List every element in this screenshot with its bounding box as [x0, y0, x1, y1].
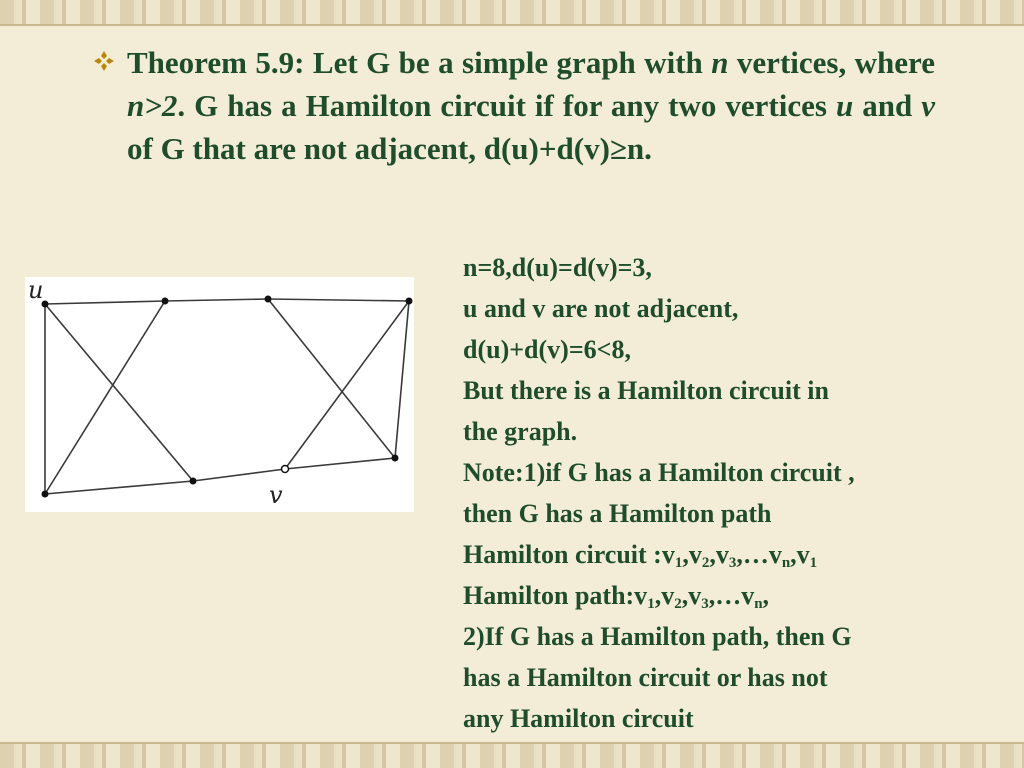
- edge-u-a: [45, 301, 165, 304]
- path-sub-2: 2: [674, 596, 682, 612]
- circuit-sep-d: ,v: [790, 540, 810, 569]
- hamilton-path-sequence: [463, 575, 1003, 616]
- vertex-label-v: v: [269, 481, 283, 509]
- graph-figure: [25, 277, 414, 512]
- decorative-bottom-border: [0, 744, 1024, 768]
- path-sub-3: 3: [701, 596, 709, 612]
- graph-diagram: [25, 277, 414, 512]
- vertex-a: [162, 298, 169, 305]
- edge-c-d: [395, 301, 409, 458]
- circuit-sub-2: 2: [701, 555, 710, 571]
- theorem-text-1: Theorem 5.9: Let G be a simple graph with: [127, 45, 712, 80]
- note-line-7: then G has a Hamilton path: [463, 499, 772, 528]
- note-line-3: d(u)+d(v)=6<8,: [463, 335, 631, 364]
- theorem-text-5: of G that are not adjacent, d(u)+d(v)≥n.: [127, 131, 652, 166]
- note-line-6: Note:1)if G has a Hamilton circuit ,: [463, 458, 855, 487]
- edge-v-e: [193, 469, 285, 481]
- edge-u-e: [45, 304, 193, 481]
- note-line-4: But there is a Hamilton circuit in: [463, 376, 829, 405]
- vertex-b: [265, 296, 272, 303]
- path-sep-c: ,…v: [708, 581, 755, 610]
- note-line-1: n=8,d(u)=d(v)=3,: [463, 253, 652, 282]
- vertex-c: [406, 298, 413, 305]
- theorem-statement: [127, 41, 935, 170]
- circuit-sub-3: 3: [728, 555, 737, 571]
- hamilton-circuit-sequence: [463, 534, 1003, 575]
- circuit-sub-1: 1: [674, 555, 683, 571]
- path-sub-n: n: [754, 596, 763, 612]
- note-line-12: any Hamilton circuit: [463, 704, 694, 733]
- theorem-n: n: [711, 45, 729, 80]
- top-border-line: [0, 24, 1024, 26]
- note-line-10: 2)If G has a Hamilton path, then G: [463, 622, 852, 651]
- path-sep-d: ,: [762, 581, 770, 610]
- bottom-border-line: [0, 742, 1024, 744]
- decorative-top-border: [0, 0, 1024, 24]
- vertex-e: [190, 478, 197, 485]
- path-sub-1: 1: [647, 596, 655, 612]
- note-line-11: has a Hamilton circuit or has not: [463, 663, 828, 692]
- path-sep-b: ,v: [681, 581, 702, 610]
- circuit-sub-1b: 1: [809, 555, 818, 571]
- circuit-sep-b: ,v: [709, 540, 729, 569]
- circuit-sep-c: ,…v: [736, 540, 782, 569]
- circuit-sep-a: ,v: [682, 540, 702, 569]
- edge-d-v: [285, 458, 395, 469]
- edge-b-c: [268, 299, 409, 301]
- theorem-v: v: [921, 88, 935, 123]
- theorem-text-3: . G has a Hamilton circuit if for any two vertices: [177, 88, 836, 123]
- edge-b-d: [268, 299, 395, 458]
- circuit-prefix: Hamilton circuit :v: [463, 540, 675, 569]
- edge-a-b: [165, 299, 268, 301]
- theorem-u: u: [835, 88, 854, 123]
- vertex-d: [392, 455, 399, 462]
- vertex-v: [282, 466, 289, 473]
- diamond-bullet-icon: [93, 50, 115, 72]
- edge-e-f: [45, 481, 193, 494]
- vertex-label-u: u: [28, 277, 44, 304]
- theorem-text-4: and: [853, 88, 922, 123]
- circuit-sub-n: n: [781, 555, 791, 571]
- explanation-notes: [463, 247, 1003, 739]
- vertex-f: [42, 491, 49, 498]
- path-prefix: Hamilton path:v: [463, 581, 648, 610]
- path-sep-a: ,v: [654, 581, 675, 610]
- edge-a-f: [45, 301, 165, 494]
- theorem-text-2: vertices, where: [728, 45, 935, 80]
- note-line-5: the graph.: [463, 417, 578, 446]
- theorem-condition: n>2: [127, 88, 178, 123]
- edge-c-v: [285, 301, 409, 469]
- note-line-2: u and v are not adjacent,: [463, 294, 739, 323]
